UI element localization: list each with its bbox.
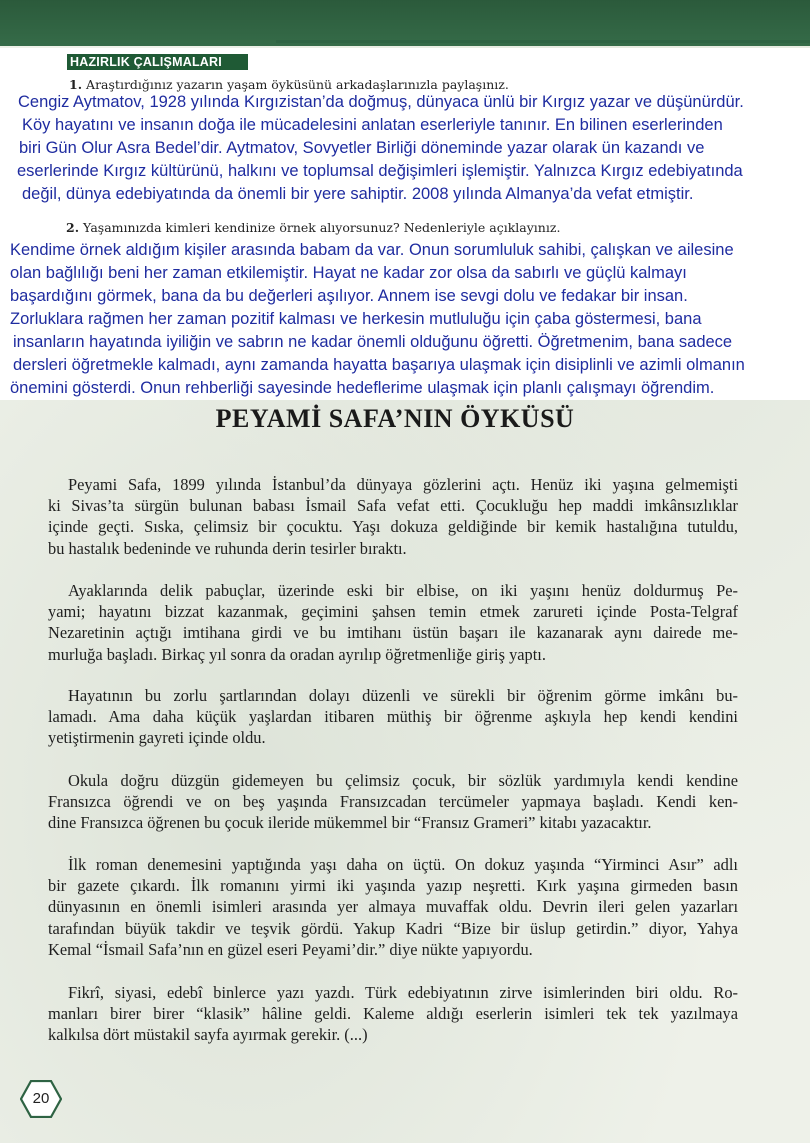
header-rule <box>276 40 810 43</box>
answer-1-line: biri Gün Olur Asra Bedel’dir. Aytmatov, Sovyetler Birliği döneminde yazar olarak ün kazandı ve <box>19 139 705 157</box>
section-title: HAZIRLIK ÇALIŞMALARI <box>67 54 248 70</box>
story-paragraph-4 <box>48 770 738 834</box>
question-2 <box>66 220 560 235</box>
story-line: ki Sivas’ta sürgün bulunan babası İsmail Safa vefat etti. Çocukluğu hep maddi imkânsızlıklar <box>48 496 738 516</box>
story-line: Hayatının bu zorlu şartlarından dolayı düzenli ve sürekli bir öğrenim görme imkânı bu- <box>68 686 738 705</box>
page-number: 20 <box>32 1090 50 1107</box>
story-paragraph-6 <box>48 982 738 1046</box>
story-line: lamadı. Ama daha küçük yaşlardan itibaren müthiş bir öğrenme aşkıyla hep kendi kendini <box>48 707 738 727</box>
answer-1-line: eserlerinde Kırgız kültürünü, halkını ve toplumsal değişimleri işlemiştir. Yalnızca Kırgız edebiyatında <box>17 162 743 180</box>
answer-2 <box>0 239 810 400</box>
story-line: bir gazete çıkardı. İlk romanını yirmi iki yaşında yazıp neşretti. Kırk yaşına girmeden basın <box>48 876 738 896</box>
story-paragraph-1 <box>48 474 738 559</box>
story-paragraph-5 <box>48 854 738 960</box>
story-title: PEYAMİ SAFA’NIN ÖYKÜSÜ <box>215 404 575 433</box>
answer-2-line: dersleri öğretmekle kalmadı, aynı zamanda hayatta başarıya ulaşmak için disiplinli ve azimli olmanın <box>13 356 745 374</box>
question-1-text: Araştırdığınız yazarın yaşam öyküsünü arkadaşlarınızla paylaşınız. <box>86 77 509 92</box>
story-line: murluğa başladı. Birkaç yıl sonra da oradan ayrılıp öğretmenliğe giriş yaptı. <box>48 644 546 664</box>
story-line: manları birer birer “klasik” hâline geldi. Kaleme aldığı eserlerin isimleri tek tek yazılmaya <box>48 1004 738 1024</box>
answer-2-line: Zorluklara rağmen her zaman pozitif kalması ve herkesin mutluluğu için çaba göstermesi, bana <box>10 310 702 328</box>
question-1 <box>69 77 509 92</box>
answer-2-line: önemini gösterdi. Onun rehberliği sayesinde hedeflerime ulaşmak için planlı çalışmayı öğrendim. <box>10 379 715 397</box>
story-paragraph-2 <box>48 580 738 665</box>
answer-2-line: olan bağlılığı beni her zaman etkilemiştir. Hayat ne kadar zor olsa da sabırlı ve güçlü kalmayı <box>10 264 687 282</box>
answer-1-line: Köy hayatını ve insanın doğa ile mücadelesini anlatan eserleriyle tanınır. En bilinen eserlerinden <box>22 116 723 134</box>
answer-1 <box>0 91 810 206</box>
story-line: Ayaklarında delik pabuçlar, üzerinde eski bir elbise, on iki yaşını henüz doldurmuş Pe- <box>68 581 738 600</box>
story-paragraph-3 <box>48 685 738 749</box>
story-line: Nezaretinin açtığı imtihana girdi ve bu imtihanı üstün başarı ile kazanarak aynı dairede me- <box>48 623 738 643</box>
story-line: yetiştirmenin gayreti içinde oldu. <box>48 728 266 748</box>
story-line: içinde geçti. Sıska, çelimsiz bir çocuktu. Yaşı dokuza geldiğinde bir kemik hastalığına tutuldu, <box>48 517 738 537</box>
story-line: Okula doğru düzgün gidemeyen bu çelimsiz çocuk, bir sözlük yardımıyla kendi kendine <box>68 771 738 790</box>
story-line: dine Fransızca öğrenen bu çocuk ileride mükemmel bir “Fransız Grameri” kitabı yazacaktır. <box>48 813 652 833</box>
question-2-text: Yaşamınızda kimleri kendinize örnek alıyorsunuz? Nedenleriyle açıklayınız. <box>83 220 561 235</box>
answer-1-line: değil, dünya edebiyatında da önemli bir yere sahiptir. 2008 yılında Almanya’da vefat etmiştir. <box>22 185 694 203</box>
story-line: bu hastalık bedeninde ve ruhunda derin tesirler bıraktı. <box>48 538 407 558</box>
story-line: tarafından büyük takdir ve teşvik gördü. Yakup Kadri “Bize bir üslup getirdin.” diyor, Yahya <box>48 918 738 938</box>
answer-2-line: Kendime örnek aldığım kişiler arasında babam da var. Onun sorumluluk sahibi, çalışkan ve ailesine <box>10 241 734 259</box>
story-line: Kemal “İsmail Safa’nın en güzel eseri Peyami’dir.” diye nükte yapıyordu. <box>48 939 533 959</box>
story-line: Fransızca öğrendi ve on beş yaşında Fransızcadan tercümeler yapmaya başladı. Kendi ken- <box>48 792 738 812</box>
answer-1-line: Cengiz Aytmatov, 1928 yılında Kırgızistan’da doğmuş, dünyaca ünlü bir Kırgız yazar ve düşünürdür. <box>18 93 744 111</box>
story-line: Fikrî, siyasi, edebî binlerce yazı yazdı. Türk edebiyatının zirve isimlerinden biri oldu. Ro- <box>68 983 738 1002</box>
story-line: dünyasının en önemli isimleri arasında yer almaya muvaffak oldu. Devrin ileri gelen yazarları <box>48 897 738 917</box>
story-line: kalkılsa dört müstakil sayfa ayırmak gerekir. (...) <box>48 1025 368 1045</box>
question-2-number: 2. <box>66 220 80 235</box>
story-line: yami; hayatını bizzat kazanmak, geçimini şahsen temin etmek zarureti içinde Posta-Telgraf <box>48 602 738 622</box>
story-line: Peyami Safa, 1899 yılında İstanbul’da dünyaya gözlerini açtı. Henüz iki yaşına gelmemişti <box>68 475 738 494</box>
story-line: İlk roman denemesini yaptığında yaşı daha on üçtü. On dokuz yaşında “Yirminci Asır” adlı <box>68 855 738 874</box>
question-1-number: 1. <box>69 77 83 92</box>
answer-2-line: başardığını görmek, bana da bu değerleri aşılıyor. Annem ise sevgi dolu ve fedakar bir insan. <box>10 287 688 305</box>
answer-2-line: insanların hayatında iyiliğin ve sabrın ne kadar önemli olduğunu öğretti. Öğretmenim, bana sadece <box>13 333 733 351</box>
